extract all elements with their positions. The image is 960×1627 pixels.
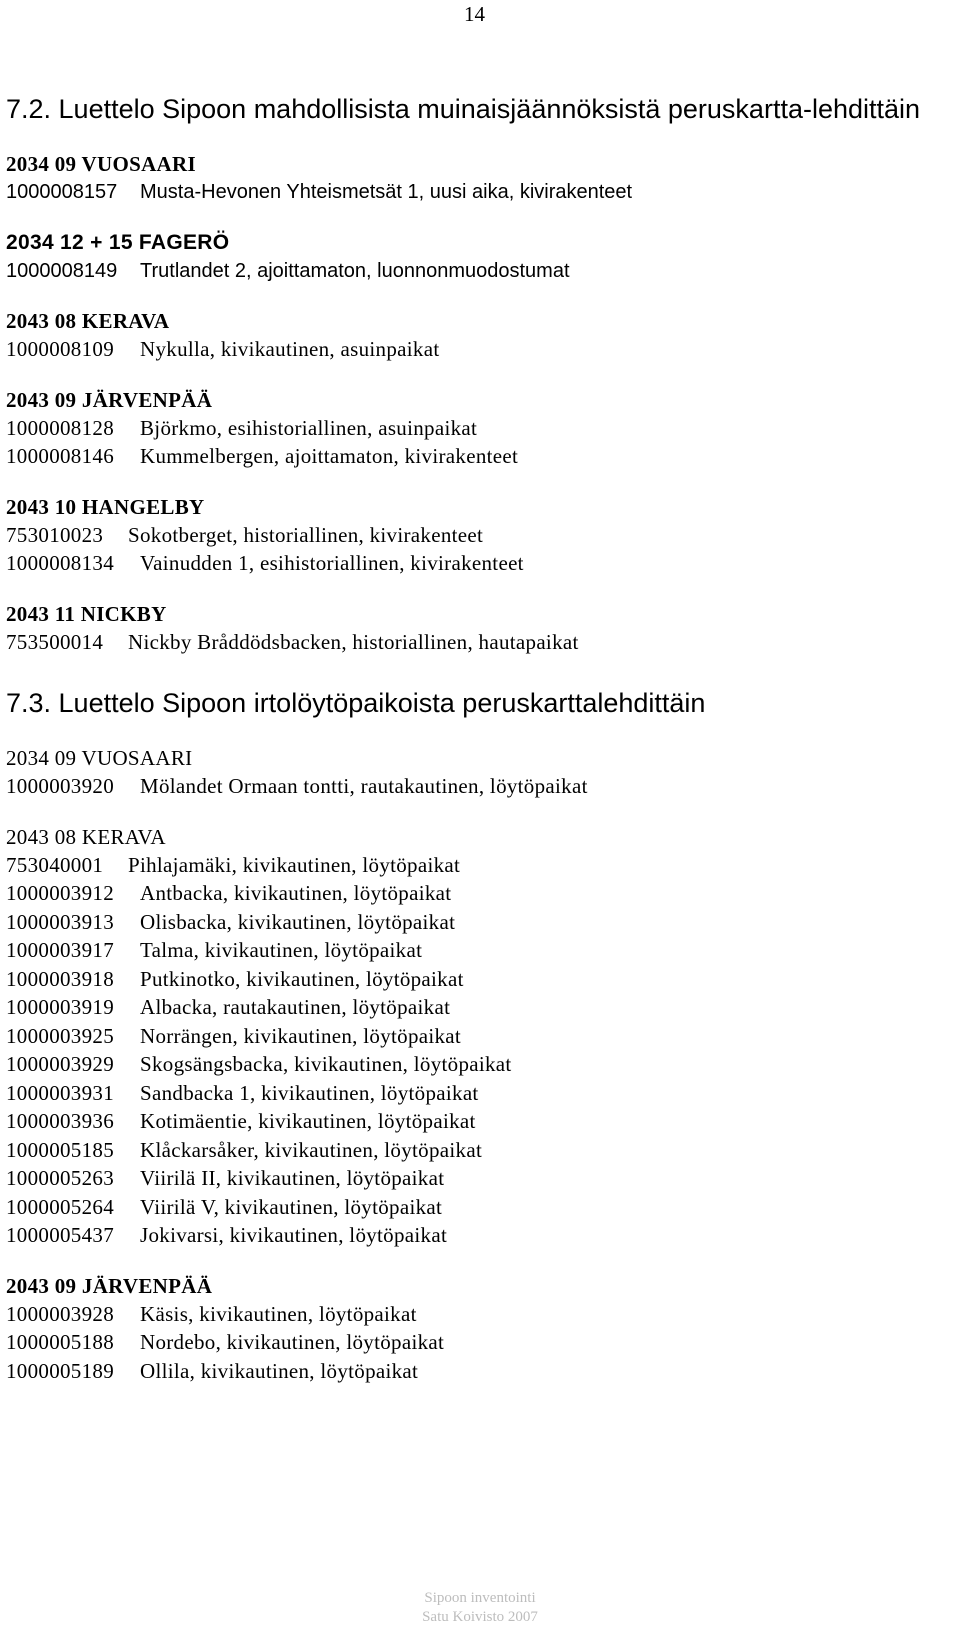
- site-description: Nickby Bråddödsbacken, historiallinen, hautapaikat: [128, 629, 579, 654]
- site-description: Sokotberget, historiallinen, kivirakenteet: [128, 522, 484, 547]
- map-sheet-group: [6, 493, 946, 578]
- site-id: 1000008157: [6, 181, 118, 203]
- site-id: 1000003918: [6, 966, 114, 991]
- site-id: 753040001: [6, 852, 104, 877]
- site-id: 1000008134: [6, 551, 114, 575]
- site-id: 1000003913: [6, 909, 114, 934]
- section-heading: 7.3. Luettelo Sipoon irtolöytöpaikoista peruskarttalehdittäin: [6, 688, 706, 718]
- list-item: [6, 879, 946, 908]
- list-item: [6, 993, 946, 1022]
- list-item: [6, 1136, 946, 1165]
- list-item: [6, 1022, 946, 1051]
- site-description: Mölandet Ormaan tontti, rautakautinen, löytöpaikat: [140, 774, 588, 798]
- list-item: [6, 1107, 946, 1136]
- list-item: [6, 414, 946, 443]
- site-id: 1000003931: [6, 1080, 114, 1105]
- site-description: Ollila, kivikautinen, löytöpaikat: [140, 1358, 419, 1383]
- site-description: Käsis, kivikautinen, löytöpaikat: [140, 1301, 417, 1326]
- site-description: Musta-Hevonen Yhteismetsät 1, uusi aika, kivirakenteet: [140, 181, 633, 203]
- map-sheet-heading: 2034 09 VUOSAARI: [6, 746, 193, 770]
- list-item: [6, 628, 946, 657]
- list-item: [6, 257, 946, 286]
- site-description: Albacka, rautakautinen, löytöpaikat: [140, 995, 451, 1019]
- list-item: [6, 1164, 946, 1193]
- site-id: 1000005264: [6, 1194, 114, 1219]
- list-item: [6, 1193, 946, 1222]
- site-description: Talma, kivikautinen, löytöpaikat: [140, 938, 423, 962]
- map-sheet-heading: 2043 11 NICKBY: [6, 601, 167, 626]
- site-id: 1000005437: [6, 1223, 114, 1247]
- site-id: 1000005185: [6, 1137, 114, 1162]
- site-description: Vainudden 1, esihistoriallinen, kivirakenteet: [140, 551, 524, 575]
- site-id: 753500014: [6, 629, 104, 654]
- site-description: Jokivarsi, kivikautinen, löytöpaikat: [140, 1223, 448, 1247]
- list-item: [6, 851, 946, 880]
- site-id: 1000003917: [6, 938, 114, 962]
- map-sheet-group: [6, 307, 946, 364]
- site-description: Klåckarsåker, kivikautinen, löytöpaikat: [140, 1137, 483, 1162]
- map-sheet-heading: 2043 09 JÄRVENPÄÄ: [6, 387, 213, 412]
- site-description: Pihlajamäki, kivikautinen, löytöpaikat: [128, 852, 461, 877]
- site-description: Skogsängsbacka, kivikautinen, löytöpaikat: [140, 1052, 512, 1076]
- site-description: Björkmo, esihistoriallinen, asuinpaikat: [140, 415, 478, 440]
- list-item: [6, 521, 946, 550]
- list-item: [6, 908, 946, 937]
- section-heading: 7.2. Luettelo Sipoon mahdollisista muinaisjäännöksistä peruskartta-lehdittäin: [6, 94, 921, 124]
- site-id: 1000003925: [6, 1023, 114, 1048]
- map-sheet-group: [6, 744, 946, 801]
- site-description: Kummelbergen, ajoittamaton, kivirakenteet: [140, 444, 519, 468]
- map-sheet-group: [6, 823, 946, 1250]
- list-item: [6, 965, 946, 994]
- map-sheet-group: [6, 150, 946, 207]
- site-id: 1000008128: [6, 415, 114, 440]
- document-body: [6, 92, 946, 1407]
- site-id: 1000008109: [6, 337, 114, 361]
- map-sheet-heading: 2043 10 HANGELBY: [6, 494, 205, 519]
- list-item: [6, 1328, 946, 1357]
- site-id: 1000003912: [6, 881, 114, 905]
- list-item: [6, 442, 946, 471]
- list-item: [6, 549, 946, 578]
- map-sheet-heading: 2043 09 JÄRVENPÄÄ: [6, 1273, 213, 1298]
- site-description: Antbacka, kivikautinen, löytöpaikat: [140, 881, 452, 905]
- site-description: Nordebo, kivikautinen, löytöpaikat: [140, 1330, 445, 1354]
- site-id: 1000005188: [6, 1330, 114, 1354]
- map-sheet-heading: 2043 08 KERAVA: [6, 824, 166, 849]
- list-item: [6, 1079, 946, 1108]
- list-item: [6, 335, 946, 364]
- site-description: Trutlandet 2, ajoittamaton, luonnonmuodostumat: [140, 259, 570, 282]
- list-item: [6, 936, 946, 965]
- site-description: Putkinotko, kivikautinen, löytöpaikat: [140, 966, 464, 991]
- list-item: [6, 1300, 946, 1329]
- list-item: [6, 1050, 946, 1079]
- map-sheet-group: [6, 1272, 946, 1386]
- page-number: 14: [464, 2, 485, 26]
- site-description: Nykulla, kivikautinen, asuinpaikat: [140, 337, 440, 361]
- site-description: Viirilä V, kivikautinen, löytöpaikat: [140, 1194, 443, 1219]
- map-sheet-group: [6, 386, 946, 471]
- map-sheet-group: [6, 600, 946, 657]
- footer-line: Satu Koivisto 2007: [422, 1609, 538, 1625]
- site-id: 753010023: [6, 522, 104, 547]
- list-item: [6, 772, 946, 801]
- site-id: 1000008149: [6, 259, 118, 282]
- site-description: Olisbacka, kivikautinen, löytöpaikat: [140, 909, 456, 934]
- footer-line: Sipoon inventointi: [424, 1590, 536, 1606]
- list-item: [6, 1357, 946, 1386]
- map-sheet-heading: 2034 09 VUOSAARI: [6, 152, 196, 176]
- site-id: 1000008146: [6, 444, 114, 468]
- map-sheet-heading: 2043 08 KERAVA: [6, 309, 170, 333]
- list-item: [6, 1221, 946, 1250]
- site-id: 1000003929: [6, 1052, 114, 1076]
- section-ancient-remains: [6, 92, 946, 656]
- site-id: 1000005189: [6, 1358, 114, 1383]
- list-item: [6, 178, 946, 207]
- site-id: 1000003920: [6, 774, 114, 798]
- site-description: Sandbacka 1, kivikautinen, löytöpaikat: [140, 1080, 479, 1105]
- site-id: 1000003928: [6, 1301, 114, 1326]
- map-sheet-heading: 2034 12 + 15 FAGERÖ: [6, 230, 230, 254]
- site-id: 1000003936: [6, 1109, 114, 1133]
- site-id: 1000005263: [6, 1166, 114, 1190]
- site-id: 1000003919: [6, 995, 114, 1019]
- site-description: Kotimäentie, kivikautinen, löytöpaikat: [140, 1109, 476, 1133]
- site-description: Viirilä II, kivikautinen, löytöpaikat: [140, 1166, 445, 1190]
- site-description: Norrängen, kivikautinen, löytöpaikat: [140, 1023, 462, 1048]
- map-sheet-group: [6, 229, 946, 286]
- section-stray-finds: [6, 686, 946, 1385]
